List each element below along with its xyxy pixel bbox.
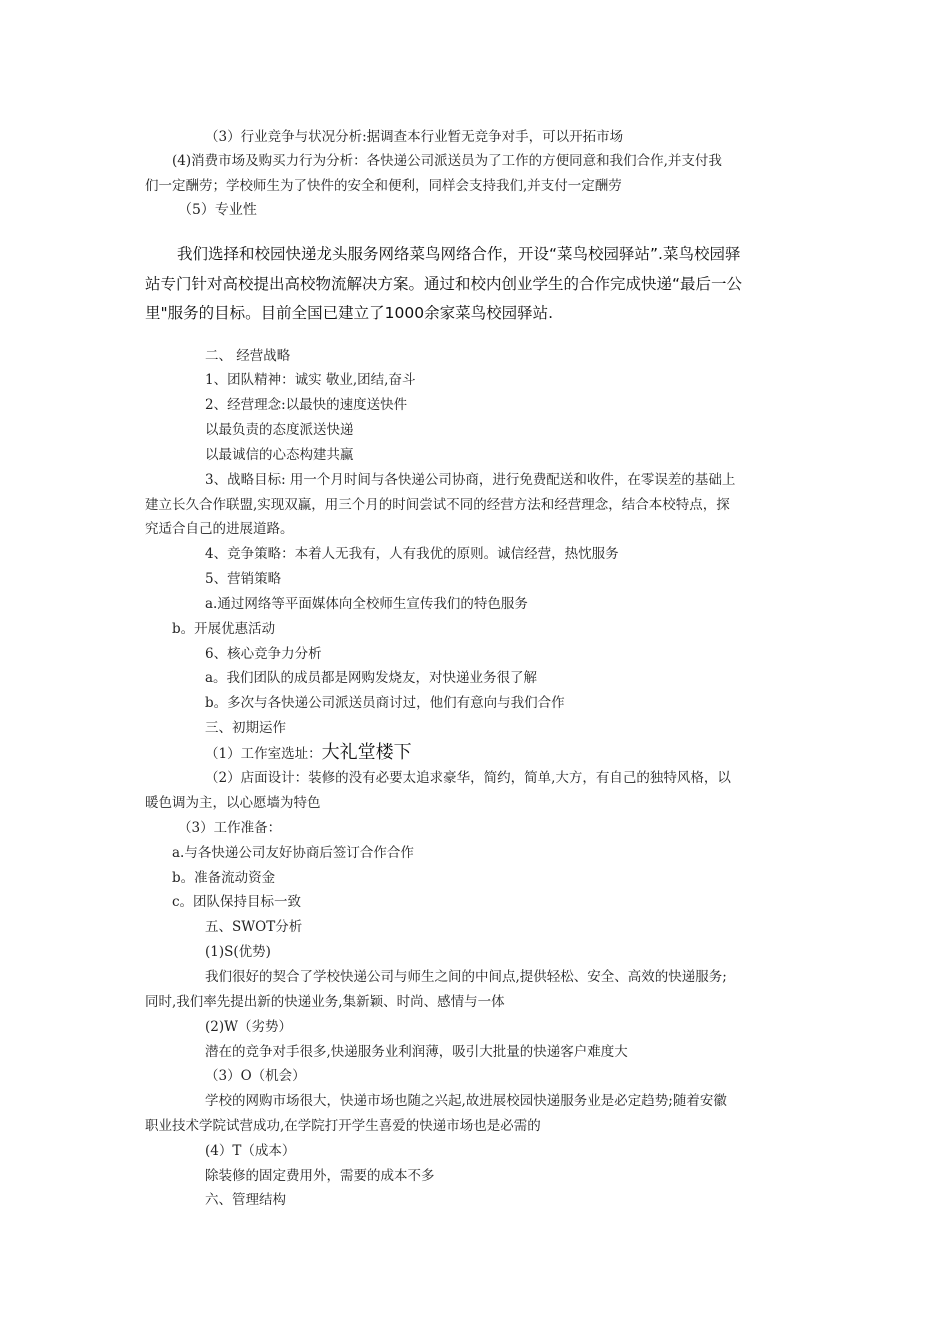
swot-strengths-heading: (1)S(优势) bbox=[205, 944, 271, 960]
heading-initial-operation: 三、初期运作 bbox=[205, 720, 286, 736]
paragraph-industry-competition: （3）行业竞争与状况分析:据调查本行业暂无竞争对手，可以开拓市场 bbox=[205, 129, 624, 145]
heading-swot-analysis: 五、SWOT分析 bbox=[205, 919, 303, 935]
swot-strengths-line2: 同时,我们率先提出新的快递业务,集新颖、时尚、感情与一体 bbox=[145, 994, 505, 1010]
studio-site-label: （1）工作室选址： bbox=[205, 746, 322, 762]
paragraph-work-preparation: （3）工作准备： bbox=[178, 820, 282, 836]
paragraph-competition-strategy: 4、竞争策略：本着人无我有，人有我优的原则。诚信经营，热忱服务 bbox=[205, 546, 619, 562]
paragraph-core-competence: 6、核心竞争力分析 bbox=[205, 646, 322, 662]
studio-site-value: 大礼堂楼下 bbox=[321, 742, 412, 763]
paragraph-intro-line2: 站专门针对高校提出高校物流解决方案。通过和校内创业学生的合作完成快递“最后一公 bbox=[145, 275, 743, 293]
paragraph-intro-line3: 里"服务的目标。目前全国已建立了1000余家菜鸟校园驿站. bbox=[145, 304, 554, 322]
paragraph-strategic-goal-line3: 究适合自己的进展道路。 bbox=[145, 521, 294, 537]
paragraph-team-spirit: 1、团队精神：诚实 敬业,团结,奋斗 bbox=[205, 372, 416, 388]
paragraph-intro-line1: 我们选择和校园快递龙头服务网络菜鸟网络合作，开设“菜鸟校园驿站”.菜鸟校园驿 bbox=[177, 245, 741, 263]
list-item-prep-a: a.与各快递公司友好协商后签订合作合作 bbox=[172, 845, 414, 861]
list-item-marketing-a: a.通过网络等平面媒体向全校师生宣传我们的特色服务 bbox=[205, 596, 528, 612]
paragraph-marketing-strategy: 5、营销策略 bbox=[205, 571, 282, 587]
list-item-core-b: b。多次与各快递公司派送员商讨过，他们有意向与我们合作 bbox=[205, 695, 565, 711]
swot-threats-heading: (4）T（成本） bbox=[205, 1143, 296, 1159]
paragraph-business-concept-3: 以最诚信的心态构建共赢 bbox=[205, 447, 354, 463]
paragraph-consumer-market-line2: 们一定酬劳；学校师生为了快件的安全和便利，同样会支持我们,并支付一定酬劳 bbox=[145, 178, 622, 194]
paragraph-business-concept-2: 以最负责的态度派送快递 bbox=[205, 422, 354, 438]
swot-weaknesses-heading: (2)W（劣势） bbox=[205, 1019, 292, 1035]
swot-weaknesses-line1: 潜在的竞争对手很多,快递服务业利润薄，吸引大批量的快递客户难度大 bbox=[205, 1044, 628, 1060]
paragraph-store-design-line2: 暖色调为主，以心愿墙为特色 bbox=[145, 795, 321, 811]
swot-opportunities-line2: 职业技术学院试营成功,在学院打开学生喜爱的快递市场也是必需的 bbox=[145, 1118, 541, 1134]
paragraph-business-concept: 2、经营理念:以最快的速度送快件 bbox=[205, 397, 408, 413]
paragraph-consumer-market-line1: (4)消费市场及购买力行为分析：各快递公司派送员为了工作的方便同意和我们合作,并支付我 bbox=[172, 153, 722, 169]
paragraph-store-design-line1: （2）店面设计：装修的没有必要太追求豪华，简约，简单,大方，有自己的独特风格，以 bbox=[205, 770, 731, 786]
list-item-core-a: a。我们团队的成员都是网购发烧友，对快递业务很了解 bbox=[205, 670, 538, 686]
swot-threats-line1: 除装修的固定费用外，需要的成本不多 bbox=[205, 1168, 435, 1184]
paragraph-strategic-goal-line2: 建立长久合作联盟,实现双赢，用三个月的时间尝试不同的经营方法和经营理念，结合本校特点，探 bbox=[145, 497, 730, 513]
paragraph-studio-site bbox=[205, 743, 412, 764]
heading-business-strategy: 二、 经营战略 bbox=[205, 348, 291, 364]
list-item-marketing-b: b。开展优惠活动 bbox=[172, 621, 276, 637]
swot-strengths-line1: 我们很好的契合了学校快递公司与师生之间的中间点,提供轻松、安全、高效的快递服务; bbox=[205, 969, 727, 985]
swot-opportunities-heading: （3）O（机会） bbox=[205, 1068, 306, 1084]
swot-opportunities-line1: 学校的网购市场很大，快递市场也随之兴起,故进展校园快递服务业是必定趋势;随着安徽 bbox=[205, 1093, 727, 1109]
heading-management-structure: 六、管理结构 bbox=[205, 1192, 286, 1208]
heading-professional: （5）专业性 bbox=[178, 202, 257, 218]
list-item-prep-c: c。团队保持目标一致 bbox=[172, 894, 302, 910]
list-item-prep-b: b。准备流动资金 bbox=[172, 870, 276, 886]
paragraph-strategic-goal-line1: 3、战略目标: 用一个月时间与各快递公司协商，进行免费配送和收件，在零误差的基础上 bbox=[205, 472, 736, 488]
